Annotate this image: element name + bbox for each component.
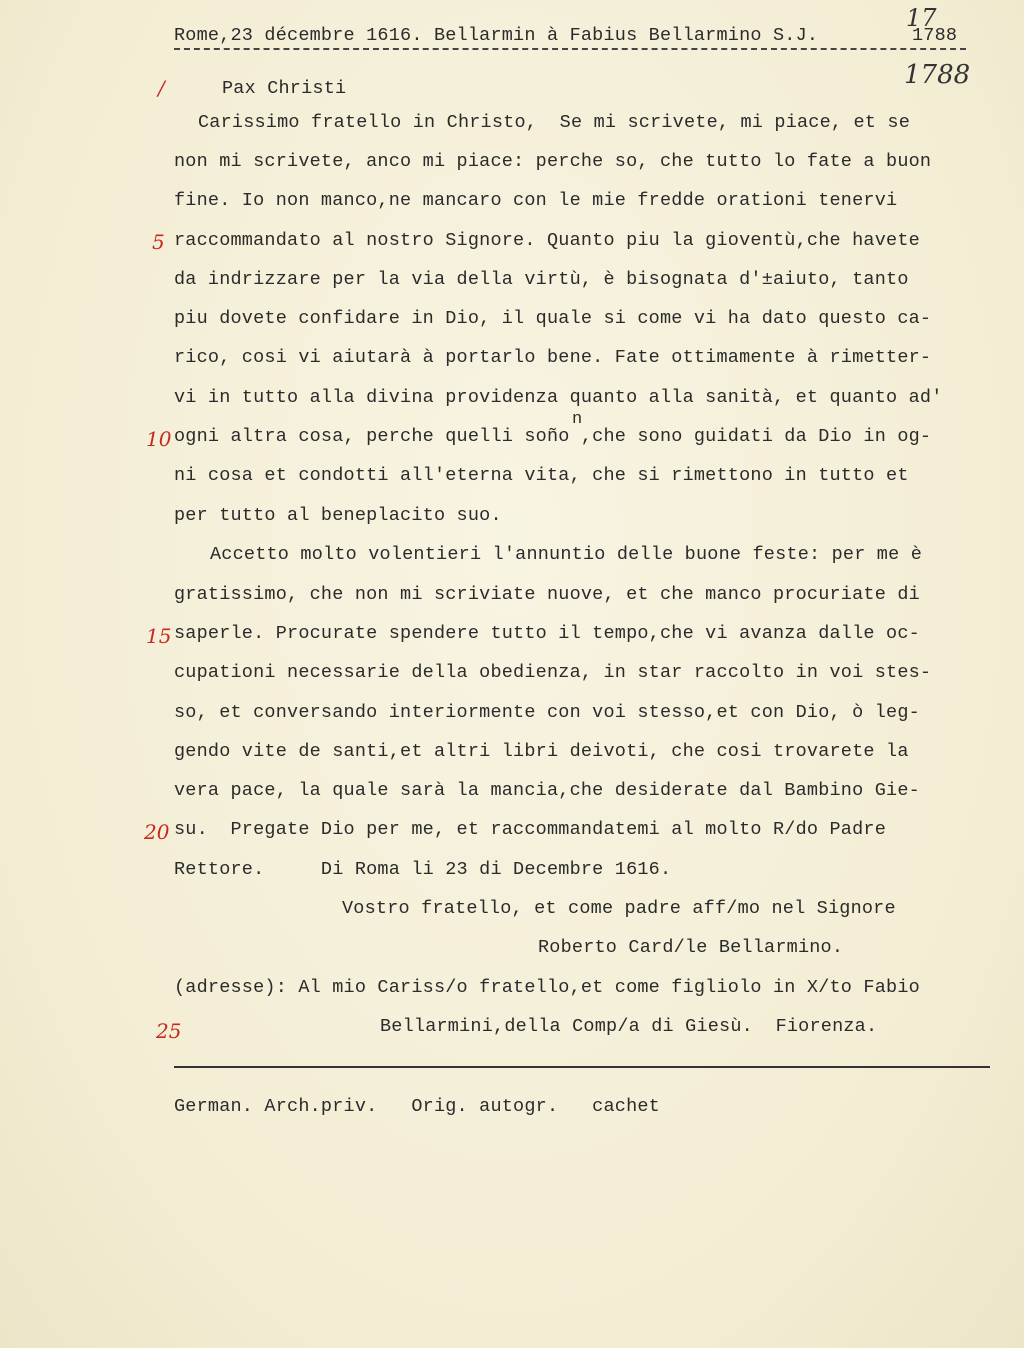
text-line: ni cosa et condotti all'eterna vita, che si rimettono in tutto et bbox=[174, 465, 909, 486]
header-title: Rome,23 décembre 1616. Bellarmin à Fabius Bellarmino S.J. bbox=[174, 25, 819, 46]
pen-annotation-top: 17 bbox=[906, 4, 937, 32]
text-line: Rettore. Di Roma li 23 di Decembre 1616. bbox=[174, 859, 672, 880]
address-line: Bellarmini,della Comp/a di Giesù. Fiorenza. bbox=[380, 1016, 878, 1037]
text-line: fine. Io non manco,ne mancaro con le mie fredde orationi tenervi bbox=[174, 190, 898, 211]
source-note: German. Arch.priv. Orig. autogr. cachet bbox=[174, 1096, 660, 1117]
margin-number-15: 15 bbox=[146, 624, 172, 648]
text-line: cupationi necessarie della obedienza, in star raccolto in voi stes- bbox=[174, 662, 932, 683]
text-line: piu dovete confidare in Dio, il quale si come vi ha dato questo ca- bbox=[174, 308, 932, 329]
text-line: ogni altra cosa, perche quelli soño ,che sono guidati da Dio in og- bbox=[174, 426, 932, 447]
header-dashed-rule bbox=[174, 48, 966, 50]
margin-number-5: 5 bbox=[152, 230, 165, 254]
text-line: Accetto molto volentieri l'annuntio delle buone feste: per me è bbox=[210, 544, 923, 565]
margin-number-1: / bbox=[158, 76, 165, 100]
text-line: gendo vite de santi,et altri libri deivoti, che cosi trovarete la bbox=[174, 741, 909, 762]
margin-number-25: 25 bbox=[156, 1019, 182, 1043]
text-line: vi in tutto alla divina providenza quanto alla sanità, et quanto ad' bbox=[174, 387, 943, 408]
address-line: (adresse): Al mio Cariss/o fratello,et come figliolo in X/to Fabio bbox=[174, 977, 920, 998]
text-line: su. Pregate Dio per me, et raccommandatemi al molto R/do Padre bbox=[174, 819, 887, 840]
text-line: raccommandato al nostro Signore. Quanto piu la gioventù,che havete bbox=[174, 230, 920, 251]
text-line: non mi scrivete, anco mi piace: perche so, che tutto lo fate a buon bbox=[174, 151, 932, 172]
text-line: rico, cosi vi aiutarà à portarlo bene. Fate ottimamente à rimetter- bbox=[174, 347, 932, 368]
salutation: Pax Christi bbox=[222, 78, 347, 99]
footer-rule bbox=[174, 1066, 990, 1068]
text-line: vera pace, la quale sarà la mancia,che desiderate dal Bambino Gie- bbox=[174, 780, 920, 801]
closing: Vostro fratello, et come padre aff/mo nel Signore bbox=[342, 898, 896, 919]
text-line: so, et conversando interiormente con voi stesso,et con Dio, ò leg- bbox=[174, 702, 920, 723]
text-line: da indrizzare per la via della virtù, è bisognata d'±aiuto, tanto bbox=[174, 269, 909, 290]
signature: Roberto Card/le Bellarmino. bbox=[538, 937, 844, 958]
pen-annotation-number: 1788 bbox=[904, 60, 971, 90]
margin-number-20: 20 bbox=[144, 820, 170, 844]
text-line: gratissimo, che non mi scriviate nuove, et che manco procuriate di bbox=[174, 584, 920, 605]
text-line: Carissimo fratello in Christo, Se mi scrivete, mi piace, et se bbox=[198, 112, 911, 133]
typed-correction: n bbox=[572, 410, 583, 429]
page-number: 1788 bbox=[912, 25, 958, 46]
text-line: per tutto al beneplacito suo. bbox=[174, 505, 502, 526]
margin-number-10: 10 bbox=[146, 427, 172, 451]
text-line: saperle. Procurate spendere tutto il tempo,che vi avanza dalle oc- bbox=[174, 623, 920, 644]
